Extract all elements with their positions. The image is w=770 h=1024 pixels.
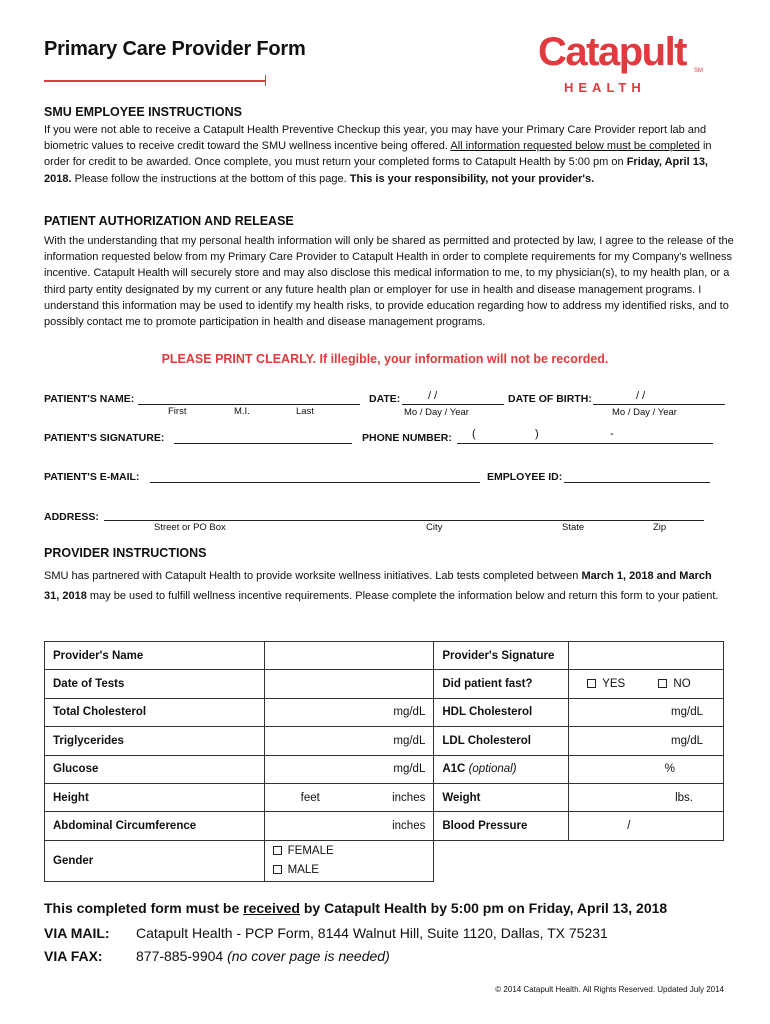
unit-label: mg/dL	[393, 706, 426, 719]
zip-hint: Zip	[653, 522, 667, 533]
blood-pressure-field[interactable]	[569, 812, 724, 840]
title-underline	[44, 80, 266, 82]
hdl-field[interactable]	[569, 698, 724, 726]
total-cholesterol-field[interactable]	[264, 698, 434, 726]
a1c-label	[434, 755, 569, 783]
abdominal-circumference-label: Abdominal Circumference	[45, 812, 265, 840]
patient-name-label: PATIENT'S NAME:	[44, 393, 135, 405]
phone-paren-open: (	[472, 428, 476, 440]
table-row	[45, 812, 724, 840]
a1c-optional: (optional)	[468, 763, 517, 776]
patient-email-field[interactable]	[150, 482, 480, 483]
street-hint: Street or PO Box	[154, 522, 226, 533]
first-name-hint: First	[168, 406, 187, 417]
smu-text-3: Please follow the instructions at the bottom of this page.	[74, 172, 347, 185]
smu-responsibility: This is your responsibility, not your provider's.	[349, 172, 595, 185]
blood-pressure-label: Blood Pressure	[434, 812, 569, 840]
inches-label: inches	[392, 791, 426, 804]
state-hint: State	[562, 522, 585, 533]
yes-label: YES	[602, 678, 626, 691]
city-hint: City	[426, 522, 443, 533]
middle-initial-hint: M.I.	[234, 406, 250, 417]
table-row	[45, 642, 724, 670]
patient-signature-label: PATIENT'S SIGNATURE:	[44, 432, 165, 444]
dob-format-hint: Mo / Day / Year	[612, 407, 677, 418]
via-fax-number: 877-885-9904	[136, 948, 224, 964]
dob-slashes: / /	[636, 390, 646, 402]
ldl-label: LDL Cholesterol	[434, 727, 569, 755]
male-checkbox[interactable]	[273, 865, 282, 874]
via-fax-label: VIA FAX:	[44, 948, 103, 964]
weight-field[interactable]	[569, 783, 724, 811]
unit-label: mg/dL	[671, 706, 703, 719]
gender-options	[264, 840, 434, 881]
phone-dash: -	[610, 428, 614, 440]
copyright: © 2014 Catapult Health. All Rights Reserved. Updated July 2014	[495, 985, 724, 994]
phone-number-field[interactable]	[457, 443, 713, 444]
table-row	[45, 698, 724, 726]
last-name-hint: Last	[296, 406, 314, 417]
logo-service-mark: SM	[694, 68, 703, 74]
height-field[interactable]	[264, 783, 434, 811]
male-option[interactable]	[273, 861, 426, 880]
table-row	[45, 755, 724, 783]
logo-subtitle: HEALTH	[564, 80, 646, 95]
empty-cell	[434, 840, 724, 881]
fasting-label: Did patient fast?	[434, 670, 569, 698]
title-underline-tick	[265, 75, 267, 86]
via-fax-note: (no cover page is needed)	[227, 948, 390, 964]
no-label: NO	[673, 678, 691, 691]
logo-wordmark: Catapult	[538, 30, 686, 74]
dob-label: DATE OF BIRTH:	[508, 393, 592, 405]
ldl-field[interactable]	[569, 727, 724, 755]
yes-checkbox[interactable]	[587, 679, 596, 688]
fasting-yes-option[interactable]	[587, 678, 625, 690]
female-option[interactable]	[273, 842, 426, 861]
employee-id-label: EMPLOYEE ID:	[487, 471, 563, 483]
unit-label: mg/dL	[393, 734, 426, 747]
a1c-field[interactable]	[569, 755, 724, 783]
female-label: FEMALE	[287, 844, 334, 857]
via-mail-label: VIA MAIL:	[44, 925, 110, 941]
smu-instructions-text	[44, 122, 734, 187]
percent-label: %	[664, 763, 675, 776]
table-row	[45, 783, 724, 811]
smu-deadline: Friday, April 13, 2018.	[44, 156, 708, 185]
catapult-health-logo	[538, 30, 710, 96]
address-label: ADDRESS:	[44, 511, 99, 523]
date-of-tests-field[interactable]	[264, 670, 434, 698]
unit-label: mg/dL	[393, 763, 426, 776]
table-row	[45, 840, 724, 881]
smu-instructions-heading: SMU EMPLOYEE INSTRUCTIONS	[44, 105, 242, 119]
deadline-text-1: This completed form must be	[44, 900, 240, 916]
provider-signature-label: Provider's Signature	[434, 642, 569, 670]
address-field[interactable]	[104, 520, 704, 521]
patient-signature-field[interactable]	[174, 443, 352, 444]
weight-label: Weight	[434, 783, 569, 811]
a1c-text: A1C	[442, 763, 466, 776]
provider-instructions-heading: PROVIDER INSTRUCTIONS	[44, 546, 207, 560]
provider-text-1: SMU has partnered with Catapult Health to provide worksite wellness initiatives. Lab tests completed between	[44, 570, 579, 582]
date-of-tests-label: Date of Tests	[45, 670, 265, 698]
authorization-heading: PATIENT AUTHORIZATION AND RELEASE	[44, 214, 294, 228]
smu-text-2: in order for credit to be awarded. Once complete, you must return your completed forms to Catapult Health by 5:00 pm on	[44, 140, 712, 169]
provider-results-table	[44, 641, 724, 882]
smu-text-underlined: All information requested below must be completed	[450, 140, 700, 153]
provider-and: and	[656, 570, 677, 582]
via-mail-row	[44, 925, 608, 941]
date-format-hint: Mo / Day / Year	[404, 407, 469, 418]
provider-end-date: March 31, 2018	[44, 570, 712, 602]
total-cholesterol-label: Total Cholesterol	[45, 698, 265, 726]
provider-instructions-text	[44, 567, 730, 606]
via-fax-row	[44, 948, 390, 964]
inches-label: inches	[392, 820, 426, 833]
date-slashes: / /	[428, 390, 438, 402]
via-mail-address: Catapult Health - PCP Form, 8144 Walnut Hill, Suite 1120, Dallas, TX 75231	[136, 925, 608, 941]
deadline-statement	[44, 900, 667, 916]
glucose-field[interactable]	[264, 755, 434, 783]
phone-number-label: PHONE NUMBER:	[362, 432, 452, 444]
fasting-options	[569, 670, 724, 698]
abdominal-circumference-field[interactable]	[264, 812, 434, 840]
provider-signature-field[interactable]	[569, 642, 724, 670]
gender-label: Gender	[45, 840, 265, 881]
deadline-text-2: by Catapult Health by 5:00 pm on Friday, April 13, 2018	[303, 900, 668, 916]
smu-text-1: If you were not able to receive a Catapult Health Preventive Checkup this year, you may have your Primary Care Provider report lab and biometric values to receive credit toward the SMU wellness incentive being offered.	[44, 124, 707, 153]
date-label: DATE:	[369, 393, 401, 405]
table-row	[45, 727, 724, 755]
hdl-label: HDL Cholesterol	[434, 698, 569, 726]
unit-label: mg/dL	[671, 734, 703, 747]
male-label: MALE	[287, 863, 319, 876]
feet-label: feet	[300, 791, 320, 804]
provider-name-label: Provider's Name	[45, 642, 265, 670]
patient-email-label: PATIENT'S E-MAIL:	[44, 471, 140, 483]
patient-name-field[interactable]	[138, 404, 360, 405]
employee-id-field[interactable]	[564, 482, 710, 483]
no-checkbox[interactable]	[658, 679, 667, 688]
triglycerides-label: Triglycerides	[45, 727, 265, 755]
triglycerides-field[interactable]	[264, 727, 434, 755]
authorization-text: With the understanding that my personal health information will only be shared as permitted and protected by law, I agree to the release of the information requested below from my Primary Care Provider to Catapult Health in order to complete requirements for my Company's wellness incentive. Catapult Health will securely store and may also disclose this medical information to me, to my physician(s), to my health plan, or a third party entity designated by my current or any future health plan or employer for use in health and disease management programs. I understand this information may be used to identify my health risks, to provide education regarding how to address my identified risks, and to possibly contact me to promote participation in health and disease management programs.	[44, 235, 734, 329]
table-row	[45, 670, 724, 698]
deadline-received: received	[243, 900, 300, 916]
bp-slash: /	[627, 820, 631, 833]
page-title: Primary Care Provider Form	[44, 38, 306, 60]
dob-field[interactable]	[593, 404, 725, 405]
female-checkbox[interactable]	[273, 846, 282, 855]
fasting-no-option[interactable]	[658, 678, 690, 690]
provider-text-2: may be used to fulfill wellness incentive requirements. Please complete the information below and return this form to your patient.	[89, 589, 719, 602]
lbs-label: lbs.	[675, 791, 693, 804]
date-field[interactable]	[402, 404, 504, 405]
print-clearly-warning: PLEASE PRINT CLEARLY. If illegible, your information will not be recorded.	[161, 352, 609, 366]
phone-paren-close: )	[535, 428, 539, 440]
provider-start-date: March 1, 2018	[581, 570, 654, 582]
provider-name-field[interactable]	[264, 642, 434, 670]
glucose-label: Glucose	[45, 755, 265, 783]
height-label: Height	[45, 783, 265, 811]
